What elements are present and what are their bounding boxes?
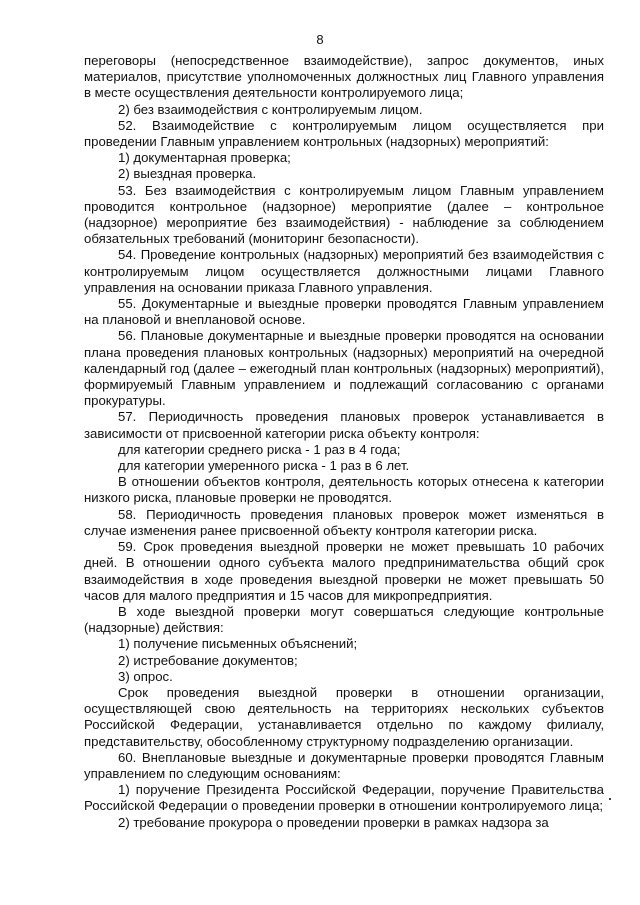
paragraph: 55. Документарные и выездные проверки проводятся Главным управлением на плановой и внеплановой основе. — [84, 296, 604, 328]
list-item: 2) выездная проверка. — [118, 166, 257, 182]
paragraph: 52. Взаимодействие с контролируемым лицом осуществляется при проведении Главным управлением контрольных (надзорных) мероприятий: — [84, 117, 604, 150]
document-body — [84, 53, 604, 831]
list-item: 3) опрос. — [118, 668, 173, 684]
list-item: для категории среднего риска - 1 раз в 4 года; — [118, 441, 401, 457]
paragraph: 54. Проведение контрольных (надзорных) мероприятий без взаимодействия с контролируемым лицом осуществляется должностными лицами Главного управления на основании приказа Главного управления. — [84, 247, 604, 295]
paragraph: В ходе выездной проверки могут совершаться следующие контрольные (надзорные) действия: — [84, 603, 604, 636]
paragraph: 60. Внеплановые выездные и документарные проверки проводятся Главным управлением по следующим основаниям: — [84, 749, 604, 781]
list-item: 2) истребование документов; — [118, 652, 298, 668]
list-item: для категории умеренного риска - 1 раз в 6 лет. — [118, 458, 410, 474]
paragraph: 2) без взаимодействия с контролируемым лицом. — [118, 101, 423, 117]
paragraph: Срок проведения выездной проверки в отношении организации, осуществляющей свою деятельность на территориях нескольких субъектов Российской Федерации, устанавливается отдельно по каждому филиалу, представительству, обособленному структурному подразделению организации. — [84, 684, 604, 749]
page-number: 8 — [316, 32, 324, 47]
paragraph: 59. Срок проведения выездной проверки не может превышать 10 рабочих дней. В отношении одного субъекта малого предпринимательства общий срок взаимодействия в ходе проведения выездной проверки не может превышать 50 часов для малого предприятия и 15 часов для микропредприятия. — [84, 539, 604, 603]
paragraph: 57. Периодичность проведения плановых проверок устанавливается в зависимости от присвоенной категории риска объекту контроля: — [84, 409, 604, 441]
list-item: 2) требование прокурора о проведении проверки в рамках надзора за — [118, 814, 549, 830]
paragraph: 58. Периодичность проведения плановых проверок может изменяться в случае изменения ранее присвоенной объекту контроля категории риска. — [84, 506, 604, 538]
paragraph: В отношении объектов контроля, деятельность которых отнесена к категории низкого риска, плановые проверки не проводятся. — [84, 474, 604, 506]
list-item: 1) документарная проверка; — [118, 150, 291, 166]
paragraph: переговоры (непосредственное взаимодействие), запрос документов, иных материалов, присутствие уполномоченных должностных лиц Главного управления в месте осуществления деятельности контролируемого лица; — [84, 53, 604, 101]
list-item: 1) поручение Президента Российской Федерации, поручение Правительства Российской Федерации о проведении проверки в отношении контролируемого лица; — [84, 782, 604, 814]
scan-speck — [609, 798, 611, 800]
paragraph: 56. Плановые документарные и выездные проверки проводятся на основании плана проведения плановых контрольных (надзорных) мероприятий на очередной календарный год (далее – ежегодный план контрольных (надзорных) мероприятий), формируемый Главным управлением и подлежащий согласованию с органами прокуратуры. — [84, 328, 604, 409]
list-item: 1) получение письменных объяснений; — [118, 636, 358, 652]
paragraph: 53. Без взаимодействия с контролируемым лицом Главным управлением проводится контрольное (надзорное) мероприятие (далее – контрольное (надзорное) мероприятие без взаимодействия) - наблюдение за соблюдением обязательных требований (мониторинг безопасности). — [84, 182, 604, 247]
